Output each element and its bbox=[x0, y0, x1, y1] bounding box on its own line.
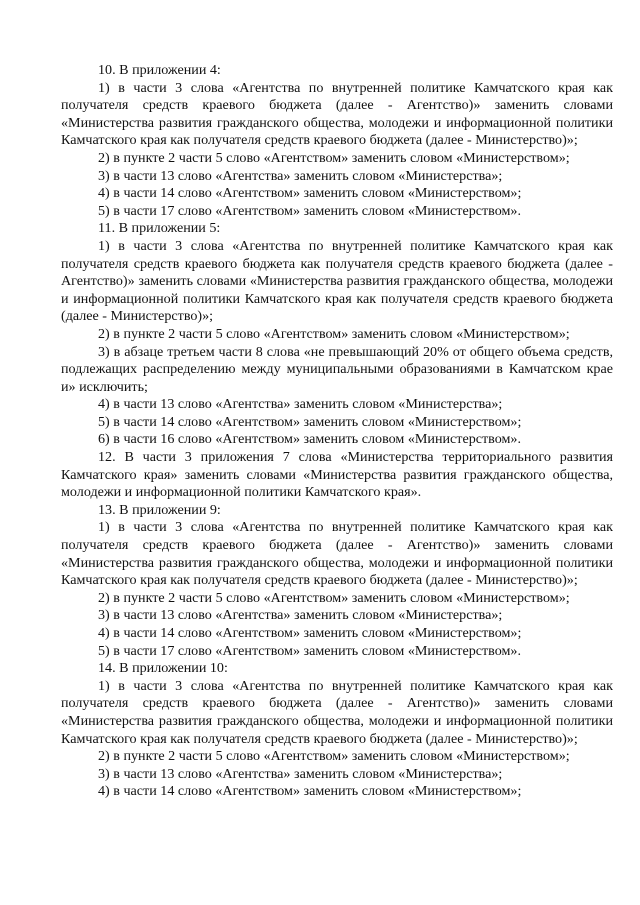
section-13-heading: 13. В приложении 9: bbox=[98, 501, 221, 518]
section-10-item-5: 5) в части 17 слово «Агентством» заменить словом «Министерством». bbox=[98, 202, 522, 219]
section-11-item-6: 6) в части 16 слово «Агентством» заменить словом «Министерством». bbox=[98, 431, 522, 448]
section-11-item-3: 3) в абзаце третьем части 8 слова «не превышающий 20% от общего объема средств, подлежащих распределению между муниципальными образованиями в Камчатском крае и» исключить; bbox=[61, 343, 613, 395]
section-13-item-2: 2) в пункте 2 части 5 слово «Агентством» заменить словом «Министерством»; bbox=[98, 589, 570, 606]
section-13-item-4: 4) в части 14 слово «Агентством» заменить словом «Министерством»; bbox=[98, 625, 522, 641]
section-11-heading: 11. В приложении 5: bbox=[98, 220, 221, 237]
section-11-item-1: 1) в части 3 слова «Агентства по внутренней политике Камчатского края как получателя средств краевого бюджета как получателя средств краевого бюджета (далее - Агентство)» заменить словами «Министерства развития гражданского общества, молодежи и информационной политики Камчатского края как получателя средств краевого бюджета (далее - Министерство)»; bbox=[61, 237, 613, 325]
section-14-item-3: 3) в части 13 слово «Агентства» заменить словом «Министерства»; bbox=[98, 765, 503, 782]
section-12: 12. В части 3 приложения 7 слова «Министерства территориального развития Камчатского края» заменить словами «Министерства развития гражданского общества, молодежи и информационной политики Камчатского края». bbox=[61, 449, 613, 501]
section-10-item-3: 3) в части 13 слово «Агентства» заменить словом «Министерства»; bbox=[98, 167, 503, 184]
section-11-item-2: 2) в пункте 2 части 5 слово «Агентством» заменить словом «Министерством»; bbox=[98, 325, 570, 342]
section-10-item-4: 4) в части 14 слово «Агентством» заменить словом «Министерством»; bbox=[98, 185, 522, 202]
section-14-item-1: 1) в части 3 слова «Агентства по внутренней политике Камчатского края как получателя средств краевого бюджета (далее - Агентство)» заменить словами «Министерства развития гражданского общества, молодежи и информационной политики Камчатского края как получателя средств краевого бюджета (далее - Министерство)»; bbox=[61, 677, 613, 747]
section-10-item-1: 1) в части 3 слова «Агентства по внутренней политике Камчатского края как получателя средств краевого бюджета (далее - Агентство)» заменить словами «Министерства развития гражданского общества, молодежи и информационной политики Камчатского края как получателя средств краевого бюджета (далее - Министерство)»; bbox=[61, 79, 613, 149]
section-14-item-2: 2) в пункте 2 части 5 слово «Агентством» заменить словом «Министерством»; bbox=[98, 748, 570, 765]
section-10-item-2: 2) в пункте 2 части 5 слово «Агентством» заменить словом «Министерством»; bbox=[98, 149, 570, 166]
section-14-heading: 14. В приложении 10: bbox=[98, 660, 228, 677]
section-11-item-5: 5) в части 14 слово «Агентством» заменить словом «Министерством»; bbox=[98, 413, 522, 430]
section-13-item-3: 3) в части 13 слово «Агентства» заменить словом «Министерства»; bbox=[98, 607, 503, 624]
section-14-item-4: 4) в части 14 слово «Агентством» заменить словом «Министерством»; bbox=[98, 783, 522, 800]
document-page bbox=[61, 62, 613, 801]
section-13-item-1: 1) в части 3 слова «Агентства по внутренней политике Камчатского края как получателя средств краевого бюджета (далее - Агентство)» заменить словами «Министерства развития гражданского общества, молодежи и информационной политики Камчатского края как получателя средств краевого бюджета (далее - Министерство)»; bbox=[61, 519, 613, 589]
section-10-heading: 10. В приложении 4: bbox=[98, 62, 221, 78]
section-13-item-5: 5) в части 17 слово «Агентством» заменить словом «Министерством». bbox=[98, 642, 522, 659]
section-11-item-4: 4) в части 13 слово «Агентства» заменить словом «Министерства»; bbox=[98, 396, 503, 413]
